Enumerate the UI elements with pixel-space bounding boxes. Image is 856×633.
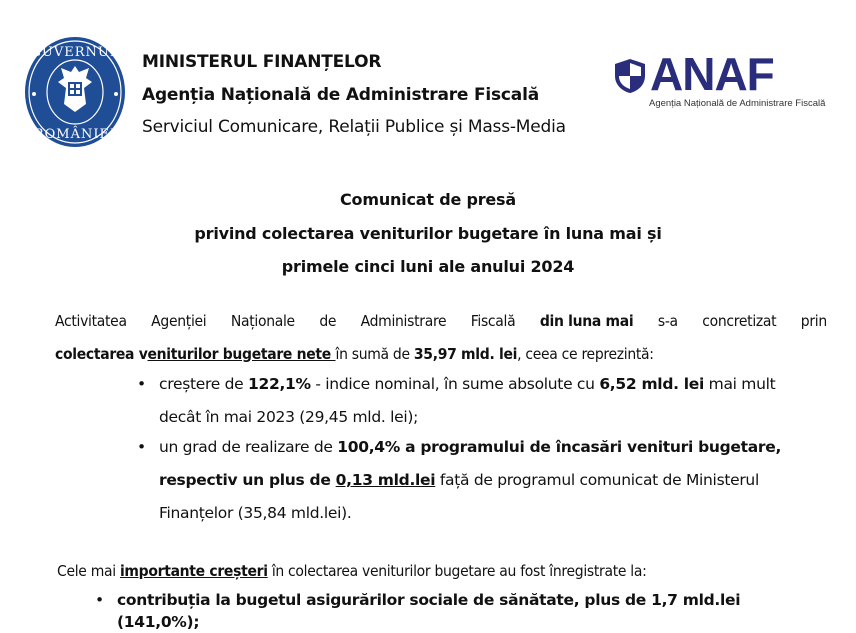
svg-text:ROMÂNIEI: ROMÂNIEI: [33, 127, 117, 142]
net-revenues-underlined: eniturilor bugetare nete: [147, 345, 336, 363]
bullet-item-growth: • creștere de 122,1% - indice nominal, în sume absolute cu 6,52 mld. lei mai mult decât în mai 2023 (29,45 mld. lei);: [137, 375, 776, 426]
document-title: Comunicat de presă: [340, 190, 516, 209]
important-increases-underlined: importante creșteri: [119, 562, 268, 580]
anaf-subtitle: Agenția Națională de Administrare Fiscală: [649, 98, 826, 109]
government-seal-icon: [24, 36, 126, 148]
agency-name: Agenția Națională de Administrare Fiscală: [142, 85, 539, 105]
bullet-item-health-contribution: • contribuția la bugetul asigurărilor sociale de sănătate, plus de 1,7 mld.lei (141,0%);: [95, 591, 741, 631]
bullet-icon: •: [137, 375, 146, 393]
intro-line-1: Activitatea Agenției Naționale de Administrare Fiscală din luna mai s-a concretizat prin: [55, 312, 827, 330]
shield-icon: [614, 58, 646, 94]
intro-line-2: colectarea veniturilor bugetare nete în sumă de 35,97 mld. lei, ceea ce reprezintă:: [55, 345, 654, 363]
ministry-name: MINISTERUL FINANȚELOR: [142, 52, 382, 72]
document-subtitle-line-1: privind colectarea veniturilor bugetare în luna mai și: [194, 224, 662, 243]
plus-amount-underlined: 0,13 mld.lei: [335, 471, 436, 489]
service-name: Serviciul Comunicare, Relații Publice și Mass-Media: [142, 117, 566, 137]
anaf-logo: [612, 48, 826, 112]
bullet-icon: •: [95, 591, 104, 609]
net-revenue-amount: 35,97 mld. lei: [413, 345, 518, 363]
increases-intro: Cele mai importante creșteri în colectarea veniturilor bugetare au fost înregistrate la:: [57, 562, 647, 580]
anaf-wordmark: ANAF: [650, 48, 774, 100]
intro-paragraph: [55, 310, 827, 365]
bullet-icon: •: [137, 438, 146, 456]
bullet-item-realization: • un grad de realizare de 100,4% a programului de încasări venituri bugetare, respectiv un plus de 0,13 mld.lei față de programul comunicat de Ministerul Finanțelor (35,84 mld.lei).: [137, 438, 782, 522]
document-subtitle-line-2: primele cinci luni ale anului 2024: [281, 257, 575, 276]
header-text: [142, 50, 566, 139]
svg-text:GUVERNUL: GUVERNUL: [30, 45, 120, 60]
